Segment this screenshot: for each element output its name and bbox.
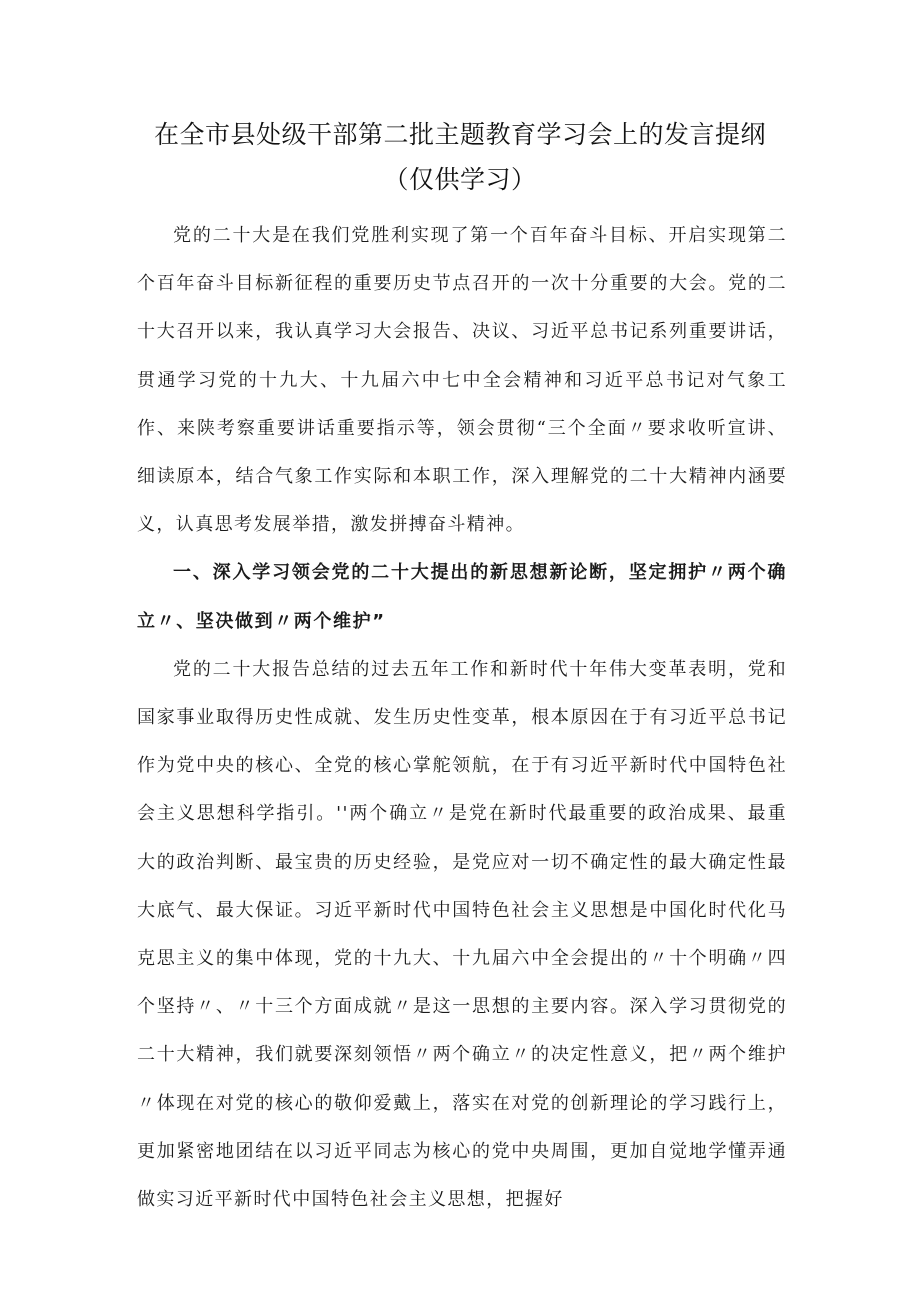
document-body: [137, 212, 787, 1224]
section-1-paragraph: 党的二十大报告总结的过去五年工作和新时代十年伟大变革表明，党和国家事业取得历史性成就、发生历史性变革，根本原因在于有习近平总书记作为党中央的核心、全党的核心掌舵领航，在于有习近平新时代中国特色社会主义思想科学指引。''两个确立〃是党在新时代最重要的政治成果、最重大的政治判断、最宝贵的历史经验，是党应对一切不确定性的最大确定性最大底气、最大保证。习近平新时代中国特色社会主义思想是中国化时代化马克思主义的集中体现，党的十九大、十九届六中全会提出的〃十个明确〃四个坚持〃、〃十三个方面成就〃是这一思想的主要内容。深入学习贯彻党的二十大精神，我们就要深刻领悟〃两个确立〃的决定性意义，把〃两个维护〃体现在对党的核心的敬仰爱戴上，落实在对党的创新理论的学习践行上，更加紧密地团结在以习近平同志为核心的党中央周围，更加自觉地学懂弄通做实习近平新时代中国特色社会主义思想，把握好: [137, 658, 787, 1211]
section-heading-1: 一、深入学习领会党的二十大提出的新思想新论断，坚定拥护〃两个确立〃、坚决做到〃两个维护”: [137, 562, 787, 632]
intro-paragraph: 党的二十大是在我们党胜利实现了第一个百年奋斗目标、开启实现第二个百年奋斗目标新征程的重要历史节点召开的一次十分重要的大会。党的二十大召开以来，我认真学习大会报告、决议、习近平总书记系列重要讲话，贯通学习党的十九大、十九届六中七中全会精神和习近平总书记对气象工作、来陕考察重要讲话重要指示等，领会贯彻“三个全面〃要求收听宣讲、细读原本，结合气象工作实际和本职工作，深入理解党的二十大精神内涵要义，认真思考发展举措，激发拼搏奋斗精神。: [137, 225, 787, 536]
document-title: 在全市县处级干部第二批主题教育学习会上的发言提纲（仅供学习）: [153, 120, 766, 194]
